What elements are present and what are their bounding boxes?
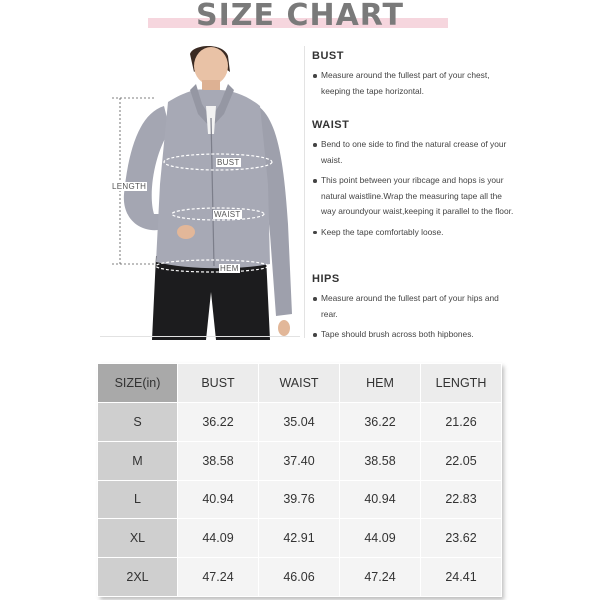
hips-heading: HIPS xyxy=(312,273,340,285)
size-cell: M xyxy=(98,441,178,480)
hips-instruction-item: Measure around the fullest part of your hips and rear. xyxy=(312,291,517,322)
page-title: SIZE CHART xyxy=(195,0,405,33)
hem-cell: 36.22 xyxy=(340,403,421,442)
length-label: LENGTH xyxy=(112,182,147,191)
bust-cell: 47.24 xyxy=(178,558,259,597)
waist-instruction-item: Keep the tape comfortably loose. xyxy=(312,225,517,241)
waist-cell: 39.76 xyxy=(259,480,340,519)
table-header-row xyxy=(98,364,502,403)
hem-cell: 47.24 xyxy=(340,558,421,597)
section-divider xyxy=(304,46,305,338)
bust-cell: 44.09 xyxy=(178,519,259,558)
figure-baseline xyxy=(100,336,300,337)
size-cell: 2XL xyxy=(98,558,178,597)
length-cell: 24.41 xyxy=(421,558,502,597)
table-row xyxy=(98,441,502,480)
model-face xyxy=(194,47,228,85)
header-length: LENGTH xyxy=(421,364,502,403)
table-row xyxy=(98,558,502,597)
table-row xyxy=(98,519,502,558)
hips-instruction-item: Tape should brush across both hipbones. xyxy=(312,327,517,343)
length-cell: 22.05 xyxy=(421,441,502,480)
hem-cell: 40.94 xyxy=(340,480,421,519)
waist-instructions xyxy=(312,119,517,245)
waist-cell: 37.40 xyxy=(259,441,340,480)
bust-cell: 36.22 xyxy=(178,403,259,442)
size-cell: S xyxy=(98,403,178,442)
header-size: SIZE(in) xyxy=(98,364,178,403)
hem-label: HEM xyxy=(220,264,239,273)
waist-instruction-item: Bend to one side to find the natural crease of your waist. xyxy=(312,137,517,168)
waist-cell: 46.06 xyxy=(259,558,340,597)
bust-cell: 40.94 xyxy=(178,480,259,519)
size-table xyxy=(97,363,501,597)
hem-cell: 38.58 xyxy=(340,441,421,480)
hips-instructions xyxy=(312,273,517,348)
waist-cell: 35.04 xyxy=(259,403,340,442)
hem-cell: 44.09 xyxy=(340,519,421,558)
model-hand-right xyxy=(278,320,290,336)
waist-heading: WAIST xyxy=(312,119,350,131)
bust-cell: 38.58 xyxy=(178,441,259,480)
model-illustration xyxy=(98,44,308,340)
size-cell: XL xyxy=(98,519,178,558)
length-cell: 22.83 xyxy=(421,480,502,519)
header-waist: WAIST xyxy=(259,364,340,403)
bust-label: BUST xyxy=(217,158,240,167)
bust-instruction-item: Measure around the fullest part of your chest, keeping the tape horizontal. xyxy=(312,68,517,99)
leggings xyxy=(152,256,270,340)
length-cell: 23.62 xyxy=(421,519,502,558)
length-cell: 21.26 xyxy=(421,403,502,442)
waist-instruction-item: This point between your ribcage and hops is your natural waistline.Wrap the measuring tape all the way aroundyour waist,keeping it parallel to the floor. xyxy=(312,173,517,220)
table-row xyxy=(98,480,502,519)
header-hem: HEM xyxy=(340,364,421,403)
waist-label: WAIST xyxy=(214,210,241,219)
bust-instructions xyxy=(312,50,517,104)
header-bust: BUST xyxy=(178,364,259,403)
waist-cell: 42.91 xyxy=(259,519,340,558)
table-row xyxy=(98,403,502,442)
model-hand xyxy=(177,225,195,239)
size-cell: L xyxy=(98,480,178,519)
bust-heading: BUST xyxy=(312,50,344,62)
